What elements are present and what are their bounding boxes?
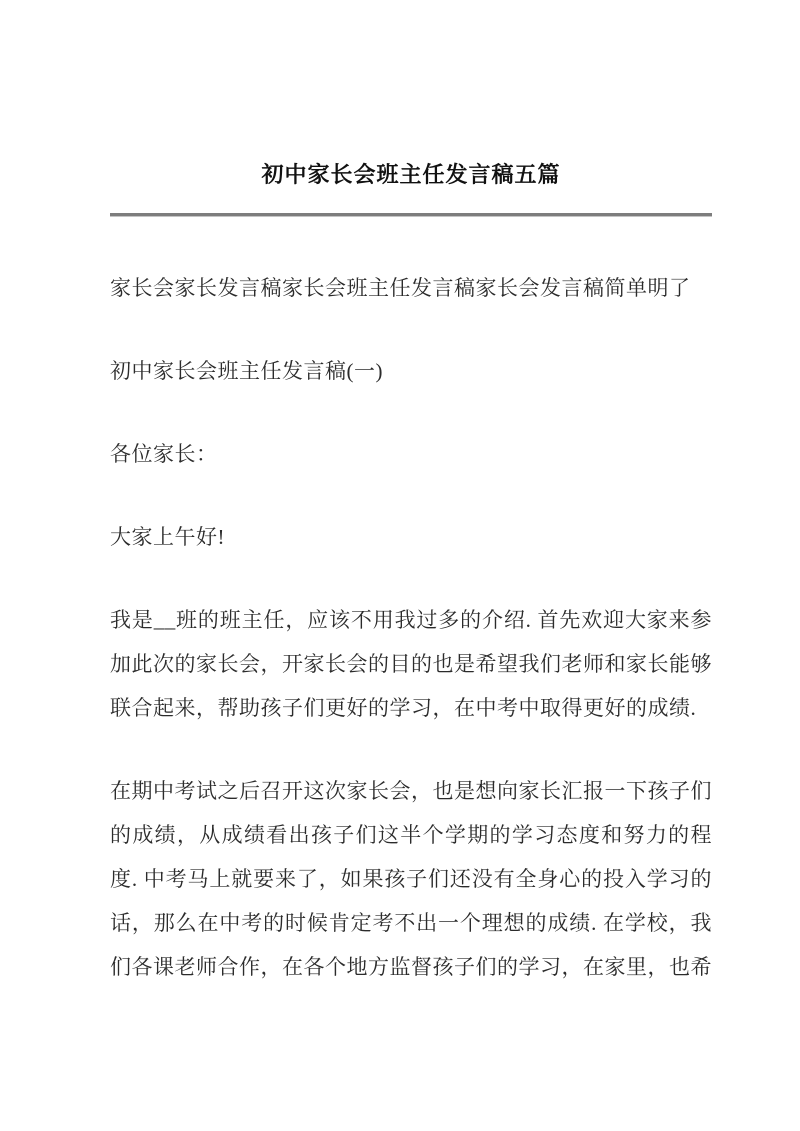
paragraph-section-heading: 初中家长会班主任发言稿(一) bbox=[110, 359, 383, 383]
paragraph-greeting: 大家上午好! bbox=[110, 525, 225, 549]
paragraph-keywords: 家长会家长发言稿家长会班主任发言稿家长会发言稿简单明了 bbox=[110, 276, 691, 300]
title-underline-rule bbox=[110, 213, 712, 217]
paragraph-salutation: 各位家长： bbox=[110, 442, 218, 466]
document-title: 初中家长会班主任发言稿五篇 bbox=[261, 162, 561, 187]
document-body bbox=[110, 266, 712, 989]
paragraph-body-2: 在期中考试之后召开这次家长会，也是想向家长汇报一下孩子们的成绩，从成绩看出孩子们这半个学期的学习态度和努力的程度. 中考马上就要来了，如果孩子们还没有全身心的投入学习的话，那么在中考的时候肯定考不出一个理想的成绩. 在学校，我们各课老师合作，在各个地方监督孩子们的学习，在家里，也希 bbox=[110, 779, 712, 979]
paragraph-body-1: 我是__班的班主任，应该不用我过多的介绍. 首先欢迎大家来参加此次的家长会，开家长会的目的也是希望我们老师和家长能够联合起来，帮助孩子们更好的学习，在中考中取得更好的成绩. bbox=[110, 608, 712, 720]
